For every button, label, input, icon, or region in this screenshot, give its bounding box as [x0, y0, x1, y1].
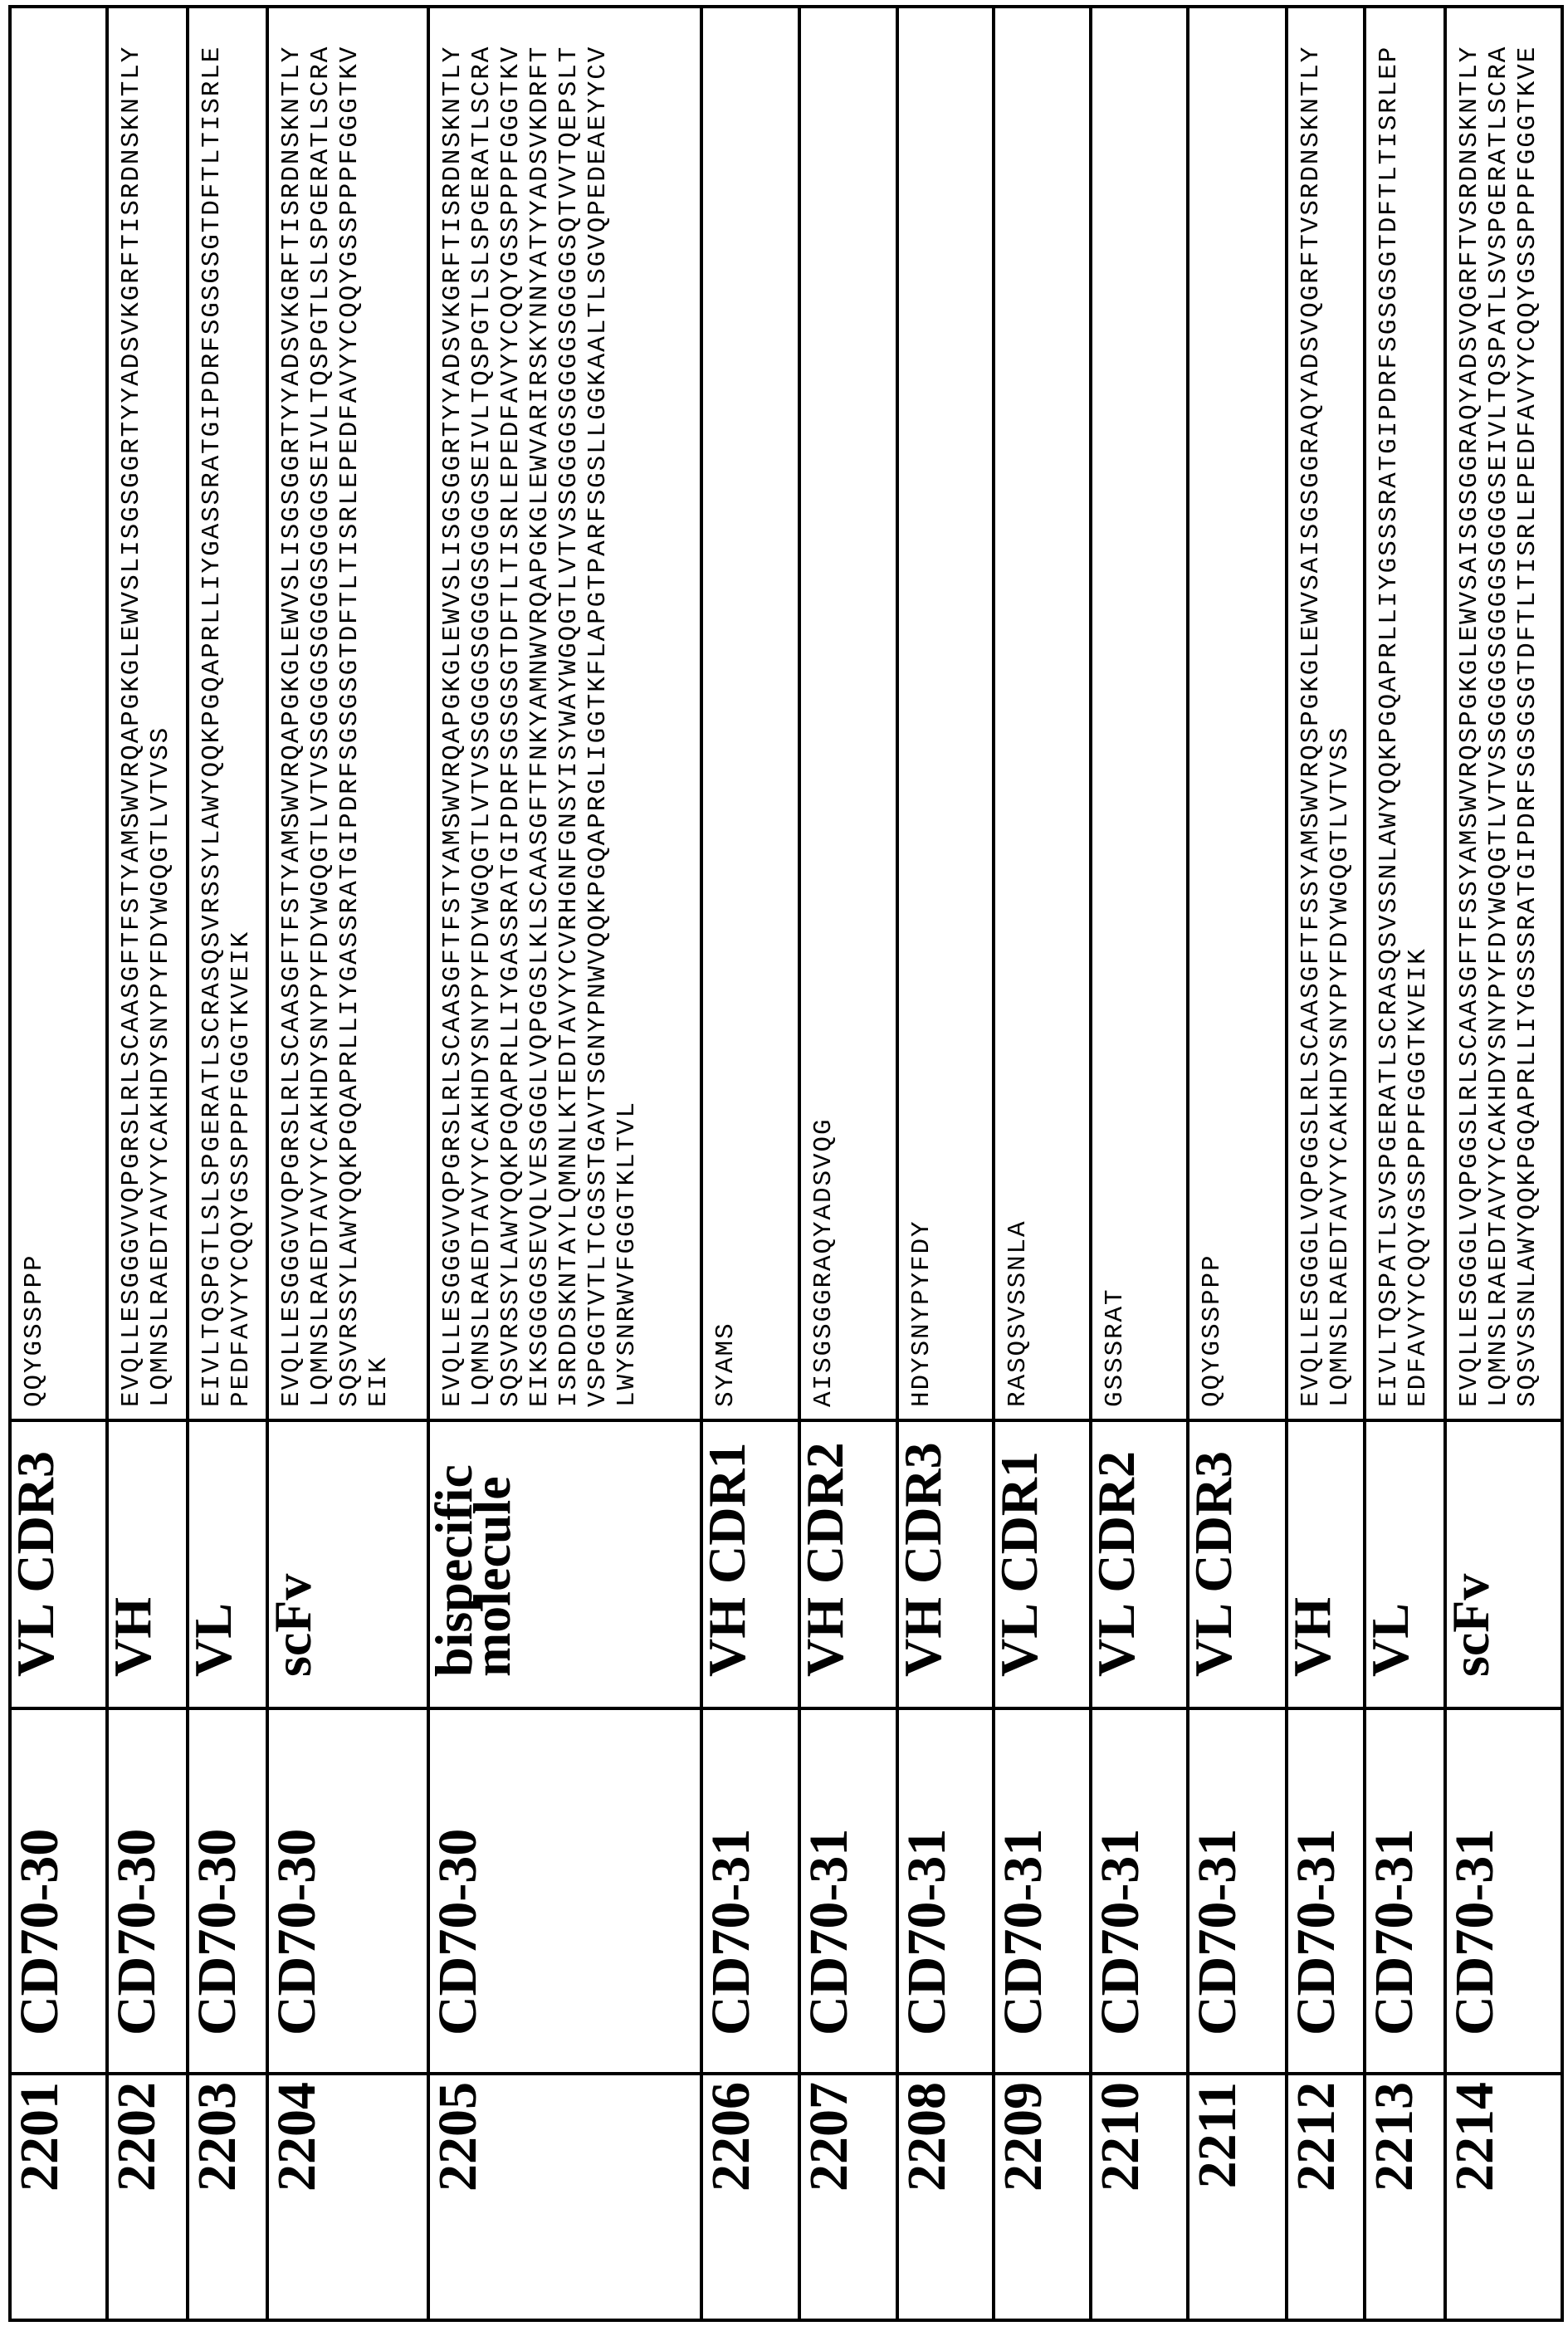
antibody-name: CD70-31 — [799, 1708, 897, 2074]
table-row — [1188, 7, 1287, 2320]
region-type: VL CDR2 — [1091, 1420, 1188, 1708]
antibody-name: CD70-30 — [267, 1708, 428, 2074]
region-type: VH CDR2 — [799, 1420, 897, 1708]
seq-id-number: 2206 — [701, 2074, 799, 2320]
sequence-line: LQMNSLRAEDTAVYYCAKHDYSNYPYFDYWGQGTLVTVSS — [1326, 8, 1355, 1407]
sequence-cell — [1091, 7, 1188, 1420]
seq-id-number: 2203 — [188, 2074, 267, 2320]
antibody-name: CD70-30 — [188, 1708, 267, 2074]
seq-id-number: 2212 — [1287, 2074, 1365, 2320]
sequence-cell — [107, 7, 188, 1420]
seq-id-number: 2202 — [107, 2074, 188, 2320]
sequence-cell — [1365, 7, 1445, 1420]
table-row — [188, 7, 267, 2320]
sequence-line: LQMNSLRAEDTAVYYCAKHDYSNYPYFDYWGQGTLVTVSSGGGGSGGGGSGGGGSEIVLTQSPATLSVSPGERATLSCRA — [1484, 8, 1513, 1407]
region-type: VL CDR3 — [1188, 1420, 1287, 1708]
antibody-name: CD70-31 — [1445, 1708, 1562, 2074]
sequence-line: EVQLLESGGGLVQPGGSLRLSCAASGFTFSSYAMSWVRQSPGKGLEWVSAISGSGGRAQYADSVQGRFTVSRDNSKNTLY — [1297, 8, 1326, 1407]
sequence-cell — [188, 7, 267, 1420]
antibody-name: CD70-31 — [701, 1708, 799, 2074]
sequence-line: SQSVSSNLAWYQQKPGQAPRLLIYGSSSRATGIPDRFSGSGSGTDFTLTISRLEPEDFAVYYCQQYGSSPPPFGGGTKVE — [1513, 8, 1542, 1407]
sequence-cell — [1445, 7, 1562, 1420]
antibody-name: CD70-30 — [10, 1708, 107, 2074]
table-row — [1445, 7, 1562, 2320]
sequence-line: EIKSGGGGSEVQLVESGGGLVQPGGSLKLSCAASGFTFNKYAMNWVRQAPGKGLEWVARIRSKYNNYATYYADSVKDRFT — [525, 8, 554, 1407]
sequence-line: ISRDDSKNTAYLQMNNLKTEDTAVYYCVRHGNFGNSYISYWAYWGQGTLVTVSSGGGGSGGGGSGGGGSQTVVTQEPSLT — [554, 8, 584, 1407]
sequence-cell — [10, 7, 107, 1420]
sequence-cell — [267, 7, 428, 1420]
region-type: scFv — [267, 1420, 428, 1708]
sequence-line: EIVLTQSPATLSVSPGERATLSCRASQSVSSNLAWYQQKPGQAPRLLIYGSSSRATGIPDRFSGSGSGTDFTLTISRLEP — [1375, 8, 1404, 1407]
sequence-line: PEDFAVYYCQQYGSSPPPFGGGTKVEIK — [227, 8, 256, 1407]
table-row — [1287, 7, 1365, 2320]
table-row — [267, 7, 428, 2320]
antibody-name: CD70-31 — [1287, 1708, 1365, 2074]
sequence-table — [8, 5, 1564, 2322]
antibody-name: CD70-31 — [1188, 1708, 1287, 2074]
sequence-cell — [994, 7, 1091, 1420]
sequence-line: QQYGSSPPP — [1198, 8, 1227, 1407]
table-row — [1091, 7, 1188, 2320]
sequence-line: LQMNSLRAEDTAVYYCAKHDYSNYPYFDYWGQGTLVTVSSGGGGSGGGGSGGGGSEIVLTQSPGTLSLSPGERATLSCRA — [467, 8, 496, 1407]
sequence-line: RASQSVSSNLA — [1004, 8, 1033, 1407]
region-type: VH CDR1 — [701, 1420, 799, 1708]
table-row — [428, 7, 701, 2320]
rotated-table-wrapper — [8, 8, 1564, 2322]
table-row — [107, 7, 188, 2320]
sequence-line: GSSSRAT — [1101, 8, 1130, 1407]
sequence-cell — [1287, 7, 1365, 1420]
region-type: VL CDR1 — [994, 1420, 1091, 1708]
region-type: VH CDR3 — [897, 1420, 994, 1708]
seq-id-number: 2204 — [267, 2074, 428, 2320]
seq-id-number: 2214 — [1445, 2074, 1562, 2320]
sequence-cell — [799, 7, 897, 1420]
sequence-line: LWYSNRWVFGGGTKLTVL — [613, 8, 642, 1407]
sequence-line: QQYGSSPPP — [20, 8, 49, 1407]
sequence-cell — [1188, 7, 1287, 1420]
region-type: scFv — [1445, 1420, 1562, 1708]
table-row — [897, 7, 994, 2320]
table-row — [701, 7, 799, 2320]
region-type: VH — [1287, 1420, 1365, 1708]
region-type: VH — [107, 1420, 188, 1708]
sequence-line: EVQLLESGGGVVQPGRSLRLSCAASGFTFSTYAMSWVRQAPGKGLEWVSLISGSGGRTYYADSVKGRFTISRDNSKNTLY — [117, 8, 146, 1407]
sequence-line: SQSVRSSYLAWYQQKPGQAPRLLIYGASSRATGIPDRFSGSGSGTDFTLTISRLEPEDFAVYYCQQYGSSPPPFGGGTKV — [496, 8, 525, 1407]
seq-id-number: 2211 — [1188, 2074, 1287, 2320]
sequence-line: SQSVRSSYLAWYQQKPGQAPRLLIYGASSRATGIPDRFSGSGSGTDFTLTISRLEPEDFAVYYCQQYGSSPPPFGGGTKV — [335, 8, 364, 1407]
antibody-name: CD70-30 — [428, 1708, 701, 2074]
sequence-line: HDYSNYPYFDY — [907, 8, 936, 1407]
sequence-line: EIK — [364, 8, 393, 1407]
sequence-line: EDFAVYYCQQYGSSPPPFGGGTKVEIK — [1404, 8, 1433, 1407]
region-type: VL — [188, 1420, 267, 1708]
sequence-line: SYAMS — [711, 8, 740, 1407]
table-row — [799, 7, 897, 2320]
sequence-line: EVQLLESGGGVVQPGRSLRLSCAASGFTFSTYAMSWVRQAPGKGLEWVSLISGSGGRTYYADSVKGRFTISRDNSKNTLY — [438, 8, 467, 1407]
antibody-name: CD70-31 — [1091, 1708, 1188, 2074]
seq-id-number: 2207 — [799, 2074, 897, 2320]
region-type: VL — [1365, 1420, 1445, 1708]
table-row — [1365, 7, 1445, 2320]
sequence-line: AISGSGGRAQYADSVQG — [809, 8, 838, 1407]
seq-id-number: 2205 — [428, 2074, 701, 2320]
antibody-name: CD70-31 — [897, 1708, 994, 2074]
antibody-name: CD70-31 — [1365, 1708, 1445, 2074]
seq-id-number: 2208 — [897, 2074, 994, 2320]
seq-id-number: 2209 — [994, 2074, 1091, 2320]
seq-id-number: 2213 — [1365, 2074, 1445, 2320]
region-type: VL CDR3 — [10, 1420, 107, 1708]
sequence-cell — [701, 7, 799, 1420]
sequence-cell — [428, 7, 701, 1420]
seq-id-number: 2201 — [10, 2074, 107, 2320]
antibody-name: CD70-30 — [107, 1708, 188, 2074]
sequence-cell — [897, 7, 994, 1420]
antibody-name: CD70-31 — [994, 1708, 1091, 2074]
sequence-line: EVQLLESGGGVVQPGRSLRLSCAASGFTFSTYAMSWVRQAPGKGLEWVSLISGSGGRTYYADSVKGRFTISRDNSKNTLY — [277, 8, 306, 1407]
table-row — [10, 7, 107, 2320]
sequence-line: LQMNSLRAEDTAVYYCAKHDYSNYPYFDYWGQGTLVTVSS — [146, 8, 175, 1407]
sequence-line: LQMNSLRAEDTAVYYCAKHDYSNYPYFDYWGQGTLVTVSSGGGGSGGGGSGGGGSEIVLTQSPGTLSLSPGERATLSCRA — [306, 8, 335, 1407]
sequence-line: EVQLLESGGGLVQPGGSLRLSCAASGFTFSSYAMSWVRQSPGKGLEWVSAISGSGGRAQYADSVQGRFTVSRDNSKNTLY — [1455, 8, 1484, 1407]
region-type: bispecific molecule — [428, 1420, 701, 1708]
sequence-line: VSPGGTVTLTCGSSTGAVTSGNYPNWVQQKPGQAPRGLIGGTKFLAPGTPARFSGSLLGGKAALTLSGVQPEDEAEYYCV — [584, 8, 613, 1407]
sequence-line: EIVLTQSPGTLSLSPGERATLSCRASQSVRSSYLAWYQQKPGQAPRLLIYGASSRATGIPDRFSGSGSGTDFTLTISRLE — [198, 8, 227, 1407]
table-row — [994, 7, 1091, 2320]
seq-id-number: 2210 — [1091, 2074, 1188, 2320]
